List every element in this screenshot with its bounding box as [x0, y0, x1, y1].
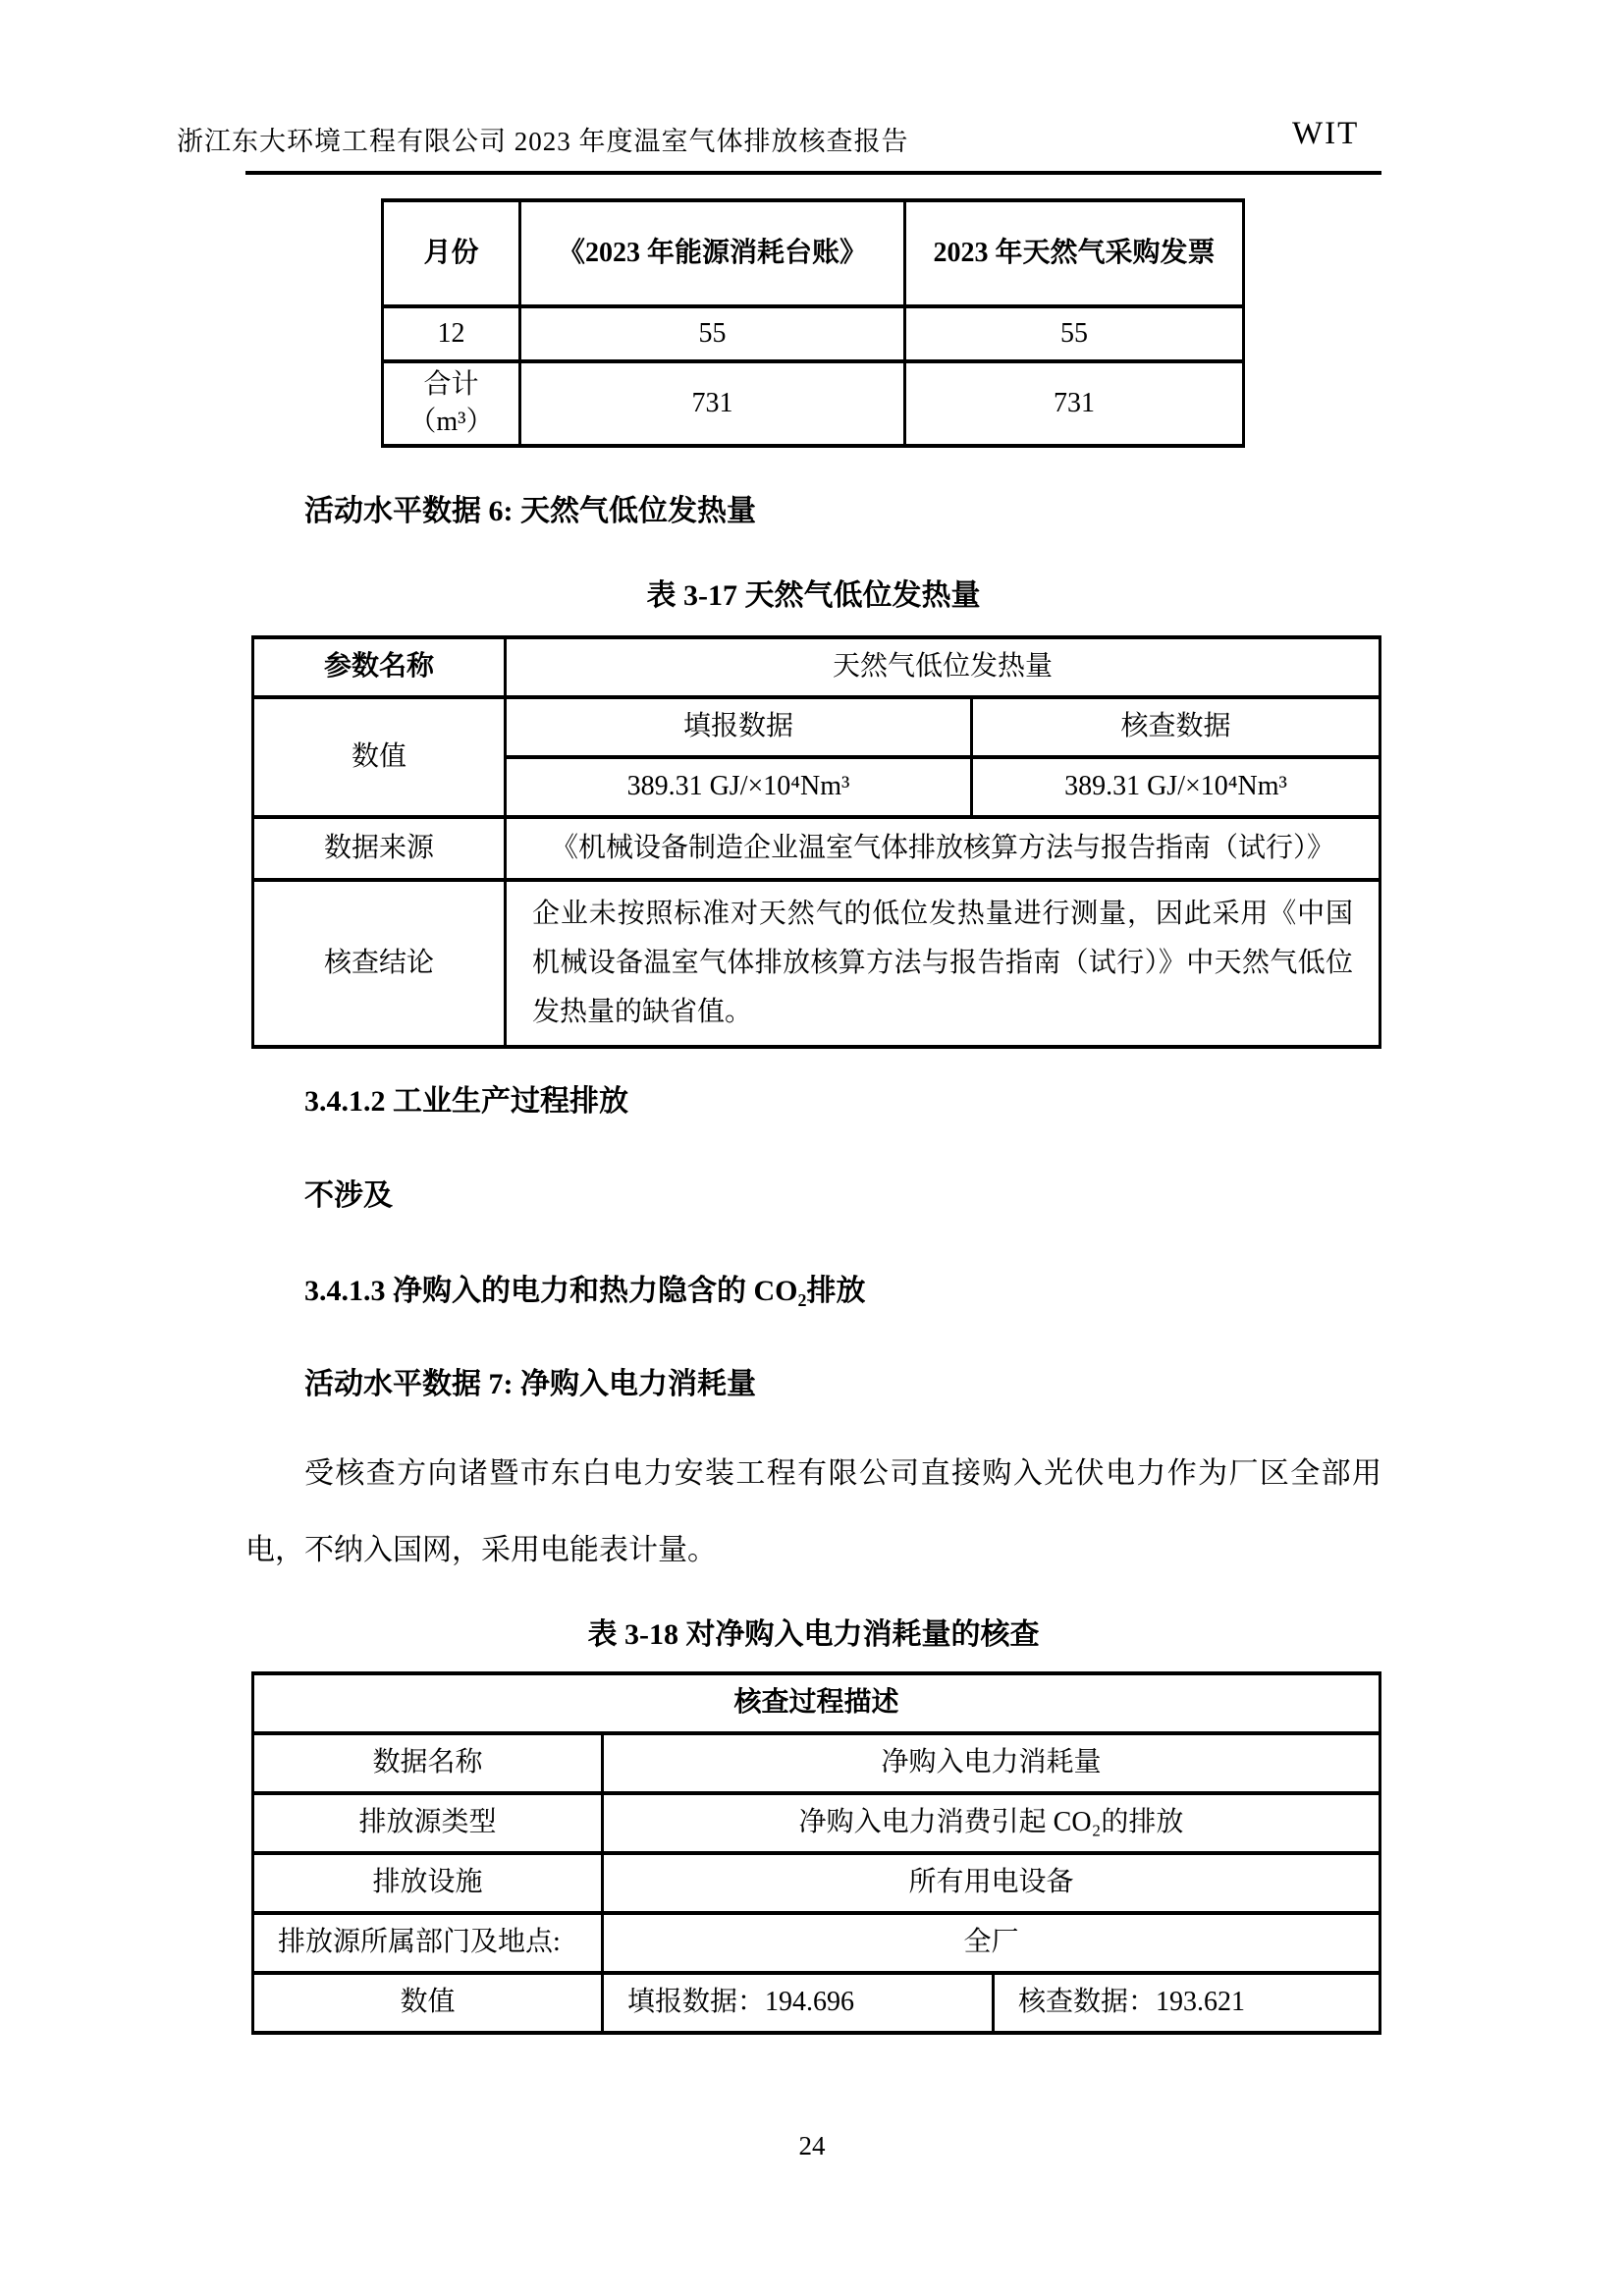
- section-3412-heading: 3.4.1.2 工业生产过程排放: [304, 1085, 628, 1118]
- data-source-label: 数据来源: [253, 817, 506, 880]
- cell-total-label: [383, 361, 520, 446]
- process-description-row: [253, 1673, 1380, 1733]
- numeric-value-row: [253, 1973, 1380, 2033]
- table-3-17-ncv: [251, 635, 1381, 1049]
- table-header-row: [383, 200, 1244, 306]
- col-header-ledger: 《2023 年能源消耗台账》: [520, 200, 905, 306]
- numeric-value-label: 数值: [253, 1973, 603, 2033]
- data-source-value: 《机械设备制造企业温室气体排放核算方法与报告指南（试行）》: [506, 817, 1380, 880]
- process-description-header: 核查过程描述: [253, 1673, 1380, 1733]
- cell-invoice-total: 731: [905, 361, 1244, 446]
- report-header-title: 浙江东大环境工程有限公司 2023 年度温室气体排放核查报告: [177, 127, 909, 156]
- table-3-18-caption: 表 3-18 对净购入电力消耗量的核查: [587, 1618, 1040, 1651]
- table-3-18-electricity-verification: [251, 1671, 1381, 2035]
- emission-source-type-row: [253, 1793, 1380, 1853]
- cell-ledger-total: 731: [520, 361, 905, 446]
- param-name-row: [253, 637, 1380, 697]
- table-row-total: [383, 361, 1244, 446]
- gas-consumption-table: [381, 198, 1245, 448]
- emission-facility-row: [253, 1853, 1380, 1913]
- data-name-label: 数据名称: [253, 1733, 603, 1793]
- verified-value: 389.31 GJ/×10⁴Nm³: [972, 757, 1380, 817]
- verified-electricity-value: 核查数据：193.621: [994, 1973, 1380, 2033]
- cell-invoice-12: 55: [905, 306, 1244, 361]
- col-header-month: 月份: [383, 200, 520, 306]
- activity-data-6-heading: 活动水平数据 6: 天然气低位发热量: [304, 495, 756, 527]
- data-name-value: 净购入电力消耗量: [603, 1733, 1380, 1793]
- section-3413-heading: 3.4.1.3 净购入的电力和热力隐含的 CO₂排放: [304, 1275, 866, 1307]
- emission-facility-label: 排放设施: [253, 1853, 603, 1913]
- emission-source-type-value: 净购入电力消费引起 CO₂的排放: [603, 1793, 1380, 1853]
- data-source-row: [253, 817, 1380, 880]
- emission-source-type-label: 排放源类型: [253, 1793, 603, 1853]
- value-subheader-row: [253, 697, 1380, 757]
- table-3-17-caption: 表 3-17 天然气低位发热量: [646, 579, 981, 612]
- reported-value: 389.31 GJ/×10⁴Nm³: [506, 757, 972, 817]
- col-header-invoice: 2023 年天然气采购发票: [905, 200, 1244, 306]
- value-label: 数值: [253, 697, 506, 817]
- total-label-line2: （m³）: [408, 407, 494, 437]
- department-location-value: 全厂: [603, 1913, 1380, 1973]
- page-number: 24: [798, 2131, 826, 2160]
- param-name-label: 参数名称: [253, 637, 506, 697]
- cell-month-12: 12: [383, 306, 520, 361]
- not-involved-text: 不涉及: [304, 1179, 393, 1212]
- conclusion-row: [253, 880, 1380, 1047]
- conclusion-label: 核查结论: [253, 880, 506, 1047]
- reported-electricity-value: 填报数据：194.696: [603, 1973, 994, 2033]
- reported-data-header: 填报数据: [506, 697, 972, 757]
- table-row-december: [383, 306, 1244, 361]
- total-label-line1: 合计: [423, 369, 479, 400]
- department-location-label: 排放源所属部门及地点:: [253, 1913, 603, 1973]
- brand-logo-text: WIT: [1292, 116, 1360, 151]
- verified-data-header: 核查数据: [972, 697, 1380, 757]
- param-name-value: 天然气低位发热量: [506, 637, 1380, 697]
- data-name-row: [253, 1733, 1380, 1793]
- cell-ledger-12: 55: [520, 306, 905, 361]
- emission-facility-value: 所有用电设备: [603, 1853, 1380, 1913]
- header-divider: [245, 171, 1381, 175]
- conclusion-value: 企业未按照标准对天然气的低位发热量进行测量，因此采用《中国机械设备温室气体排放核算方法与报告指南（试行）》中天然气低位发热量的缺省值。: [506, 880, 1380, 1047]
- activity-data-7-heading: 活动水平数据 7: 净购入电力消耗量: [304, 1368, 756, 1400]
- department-location-row: [253, 1913, 1380, 1973]
- body-paragraph: 受核查方向诸暨市东白电力安装工程有限公司直接购入光伏电力作为厂区全部用电，不纳入国网，采用电能表计量。: [245, 1457, 1381, 1566]
